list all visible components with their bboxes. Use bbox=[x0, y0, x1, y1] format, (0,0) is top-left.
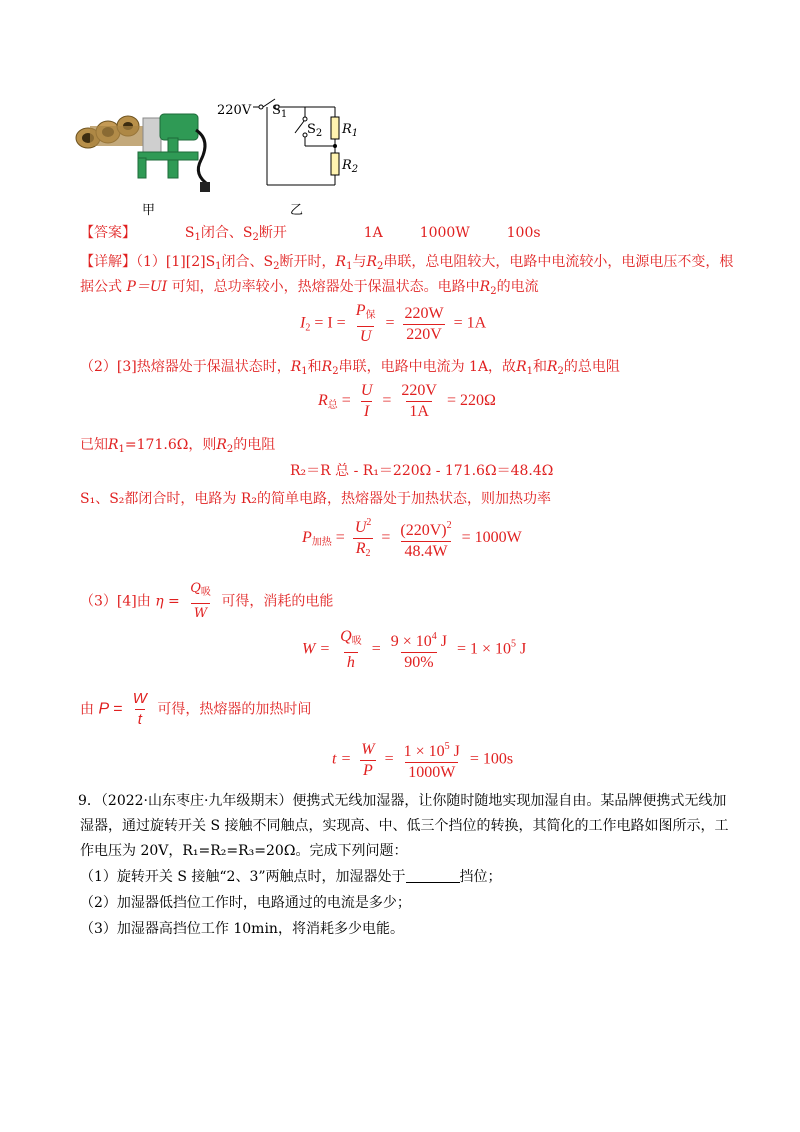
equation-total-resistance: $R_总$ = $\frac{U}{I}$ = $\frac{220V}{1A}$ = 220Ω bbox=[318, 382, 496, 420]
question9-line-3: 作电压为 20V，R₁=R₂=R₃=20Ω。完成下列问题： bbox=[80, 843, 408, 859]
photo-caption: 甲 bbox=[142, 203, 156, 218]
r2-label: $R_2$ bbox=[342, 158, 359, 175]
detail-line-6: （3）[4]由 η = $\frac{Q_吸}{W}$ 可得，消耗的电能 bbox=[80, 581, 334, 621]
question9-line-2: 湿器，通过旋转开关 S 接触不同触点，实现高、中、低三个挡位的转换，其简化的工作电路如图所示，工 bbox=[80, 818, 729, 834]
question9-sub-2: （2）加湿器低挡位工作时，电路通过的电流是多少； bbox=[80, 895, 411, 911]
answer-4: 100s bbox=[506, 225, 541, 241]
question9-sub-1: （1）旋转开关 S 接触“2、3”两触点时，加湿器处于 挡位； bbox=[80, 869, 502, 885]
circuit-caption: 乙 bbox=[290, 203, 304, 218]
detail-line-5: S₁、S₂都闭合时，电路为 R₂的简单电路，热熔器处于加热状态，则加热功率 bbox=[80, 491, 552, 507]
detail-line-2: 据公式 P＝UI 可知，总功率较小，热熔器处于保温状态。电路中$R_2$的电流 bbox=[80, 279, 539, 297]
answer-line bbox=[80, 222, 541, 243]
detail-line-7: 由 P = $\frac{W}{t}$ 可得，热熔器的加热时间 bbox=[80, 690, 312, 728]
hot-melt-device-photo bbox=[68, 100, 218, 195]
equation-time: t = $\frac{W}{P}$ = $\frac{1 \times 10^5 J}{1000W}$ = 100s bbox=[332, 740, 514, 781]
equation-r2: R₂＝R 总 - R₁＝220Ω - 171.6Ω＝48.4Ω bbox=[290, 463, 554, 479]
answer-2: 1A bbox=[363, 225, 383, 241]
answer-label: 【答案】 bbox=[80, 225, 136, 241]
equation-energy: W = $\frac{Q_吸}{h}$ = $\frac{9 \times 10^4 J}{90\%}$ = $1 \times 10^5$ J bbox=[302, 628, 527, 671]
s2-label: $S_2$ bbox=[307, 122, 323, 139]
question9-line-1: 9．（2022·山东枣庄·九年级期末）便携式无线加湿器，让你随时随地实现加湿自由。某品牌便携式无线加 bbox=[78, 793, 727, 809]
answer-1: $S_1$闭合、$S_2$断开 bbox=[184, 225, 287, 243]
equation-current: $I_2 = I$ = $\frac{P_保}{U}$ = $\frac{220W}{220V}$ = 1A bbox=[300, 302, 487, 345]
answer-3: 1000W bbox=[419, 225, 470, 241]
question9-sub-3: （3）加湿器高挡位工作 10min，将消耗多少电能。 bbox=[80, 921, 404, 937]
r1-label: $R_1$ bbox=[342, 122, 359, 139]
detail-line-1: 【详解】$(1)[1][2]S_1$闭合、$S_2$断开时，$R_1$与$R_2$串联，总电阻较大，电路中电流较小，电源电压不变，根 bbox=[80, 254, 734, 272]
voltage-label: 220V bbox=[217, 103, 252, 118]
equation-heating-power: $P_{加热}$ = $\frac{U^2}{R_2}$ = $\frac{(220V)^2}{48.4W}$ = 1000W bbox=[302, 514, 522, 563]
answer-blank[interactable] bbox=[406, 868, 460, 883]
s1-label: $S_1$ bbox=[272, 103, 288, 120]
detail-line-4: 已知$R_1=171.6\Omega$，则$R_2$的电阻 bbox=[80, 437, 276, 455]
detail-line-3: （2）[3]热熔器处于保温状态时，$R_1$和$R_2$串联，电路中电流为 1A，故$R_1$和$R_2$的总电阻 bbox=[80, 359, 620, 377]
